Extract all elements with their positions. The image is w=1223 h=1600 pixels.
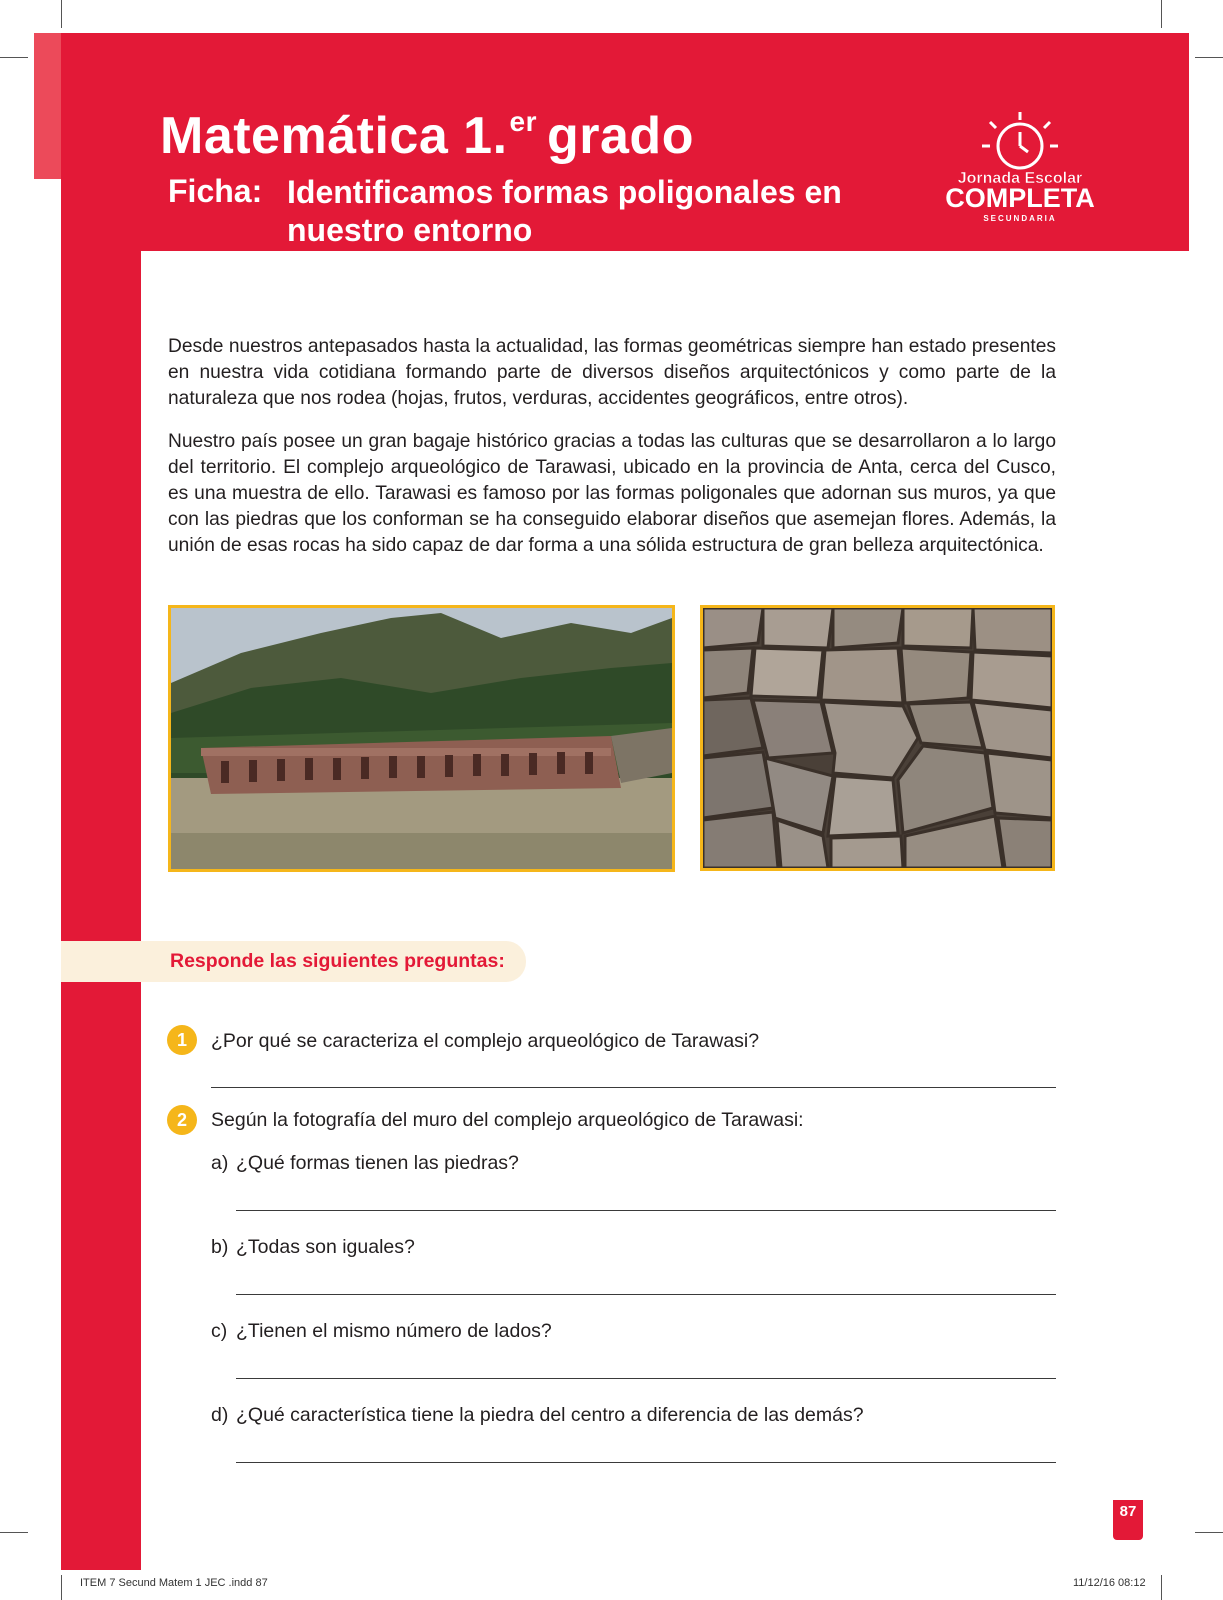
crop-mark — [0, 1532, 28, 1533]
ficha-title: Identificamos formas poligonales en nuestro entorno — [287, 174, 842, 248]
question-number-badge: 2 — [167, 1105, 197, 1135]
jornada-escolar-logo — [945, 108, 1095, 228]
answer-line[interactable] — [236, 1210, 1056, 1211]
subquestion-text: ¿Qué formas tienen las piedras? — [236, 1152, 519, 1174]
subquestion-letter: a) — [211, 1152, 229, 1174]
crop-mark — [1195, 57, 1223, 58]
intro-paragraph-2: Nuestro país posee un gran bagaje histórico gracias a todas las culturas que se desarrollaron a lo largo del territorio. El complejo arqueológico de Tarawasi, ubicado en la provincia de Anta, cerca del Cusco, es una muestra de ello. Tarawasi es famoso por las formas poligonales que adornan sus muros, ya que con las piedras que los conforman se ha conseguido elaborar diseños que asemejan flores. Además, la unión de esas rocas ha sido capaz de dar forma a una sólida estructura de gran belleza arquitectónica. — [168, 431, 1056, 556]
crop-mark — [61, 0, 62, 28]
subquestion-letter: c) — [211, 1320, 228, 1342]
question-text: ¿Por qué se caracteriza el complejo arqueológico de Tarawasi? — [211, 1030, 760, 1052]
title-main: Matemática 1. — [160, 107, 508, 165]
crop-mark — [0, 57, 28, 58]
subquestion-text: ¿Tienen el mismo número de lados? — [236, 1320, 552, 1342]
subquestion-letter: d) — [211, 1404, 229, 1426]
print-timestamp: 11/12/16 08:12 — [1073, 1577, 1146, 1589]
ficha-label: Ficha: — [168, 173, 263, 209]
title-grade: grado — [547, 107, 694, 165]
answer-line[interactable] — [236, 1378, 1056, 1379]
instructions-heading: Responde las siguientes preguntas: — [170, 950, 505, 972]
header-accent-tab — [34, 33, 61, 179]
left-red-bar — [61, 33, 141, 1570]
logo-line-3: SECUNDARIA — [983, 214, 1057, 223]
polygonal-wall-photo — [700, 605, 1055, 871]
question-number-badge: 1 — [167, 1025, 197, 1055]
logo-line-1: Jornada Escolar — [957, 170, 1083, 187]
subquestion-text: ¿Todas son iguales? — [236, 1236, 415, 1258]
logo-line-2: COMPLETA — [945, 183, 1095, 213]
page-number: 87 — [1119, 1503, 1137, 1520]
subquestion-letter: b) — [211, 1236, 229, 1258]
answer-line[interactable] — [211, 1087, 1056, 1088]
intro-paragraph-1: Desde nuestros antepasados hasta la actualidad, las formas geométricas siempre han estado presentes en nuestra vida cotidiana formando parte de diversos diseños arquitectónicos y como parte de la naturaleza que nos rodea (hojas, frutos, verduras, accidentes geográficos, entre otros). — [168, 336, 1056, 409]
title-superscript: er — [509, 106, 538, 137]
tarawasi-ruins-photo — [168, 605, 675, 872]
crop-mark — [1161, 1575, 1162, 1600]
question-text: Según la fotografía del muro del complejo arqueológico de Tarawasi: — [211, 1109, 804, 1131]
subquestion-text: ¿Qué característica tiene la piedra del centro a diferencia de las demás? — [236, 1404, 864, 1426]
crop-mark — [1161, 0, 1162, 28]
answer-line[interactable] — [236, 1462, 1056, 1463]
page-title — [160, 106, 694, 165]
file-slug: ITEM 7 Secund Matem 1 JEC .indd 87 — [80, 1577, 268, 1589]
answer-line[interactable] — [236, 1294, 1056, 1295]
crop-mark — [61, 1575, 62, 1600]
crop-mark — [1195, 1532, 1223, 1533]
